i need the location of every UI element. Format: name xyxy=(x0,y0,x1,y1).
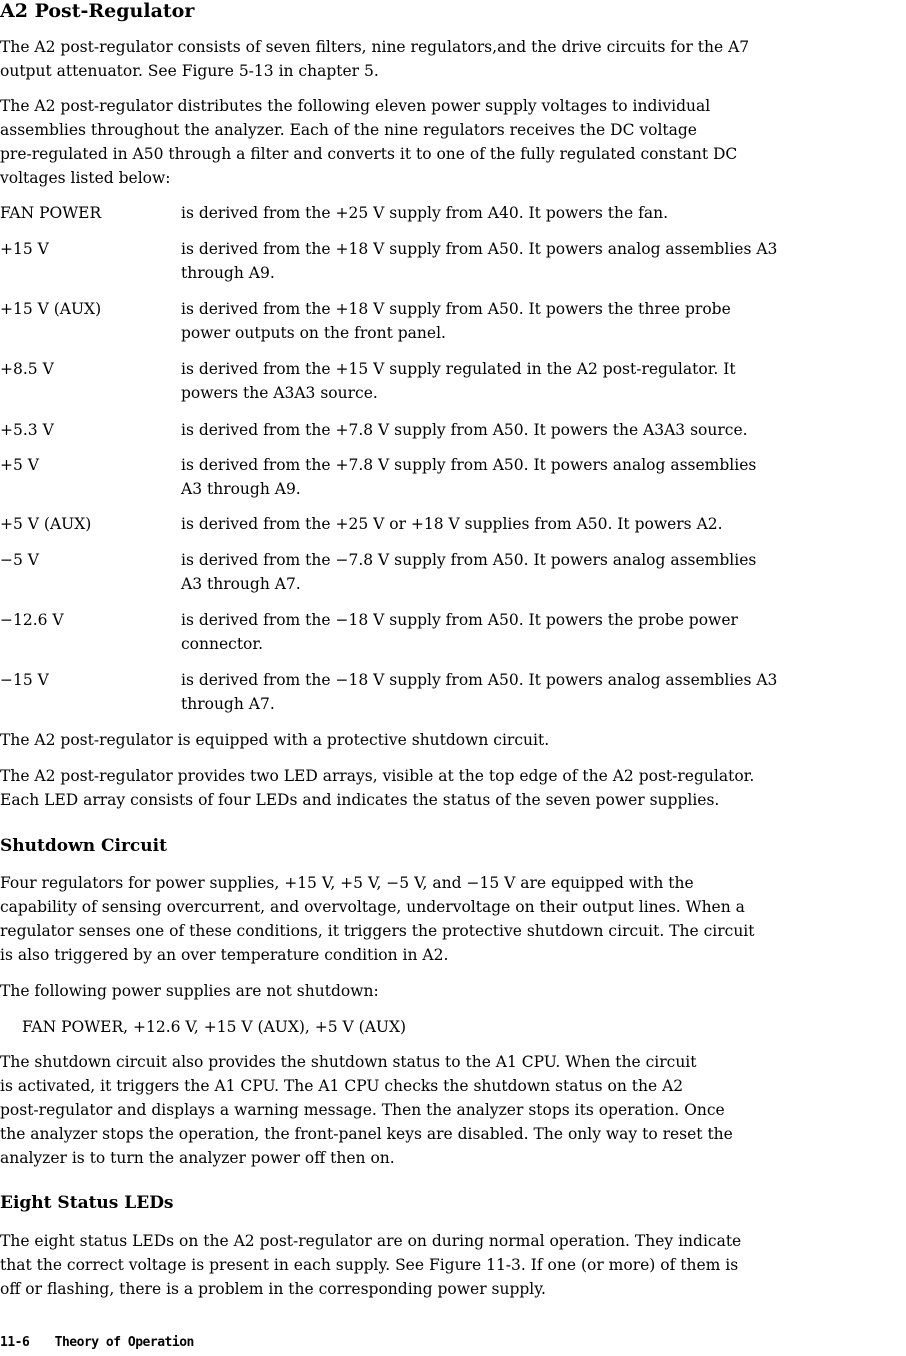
voltage-desc: is derived from the +25 V supply from A40. It powers the fan. xyxy=(181,204,669,222)
voltage-desc: is derived from the +18 V supply from A50. It powers the three probe power outputs on the front panel. xyxy=(181,300,731,342)
voltage-term: −15 V xyxy=(0,671,49,689)
voltage-term: +15 V xyxy=(0,240,49,258)
page-footer xyxy=(0,1335,194,1350)
status-leds-paragraph: The eight status LEDs on the A2 post-regulator are on during normal operation. They indicate that the correct voltage is present in each supply. See Figure 11-3. If one (or more) of them is off or flashing, there is a problem in the corresponding power supply. xyxy=(0,1232,742,1298)
voltage-desc: is derived from the +7.8 V supply from A50. It powers analog assemblies A3 through A9. xyxy=(181,456,757,498)
shutdown-summary-paragraph: The A2 post-regulator is equipped with a protective shutdown circuit. xyxy=(0,731,550,749)
voltage-desc: is derived from the +7.8 V supply from A50. It powers the A3A3 source. xyxy=(181,421,748,439)
led-arrays-paragraph: The A2 post-regulator provides two LED arrays, visible at the top edge of the A2 post-regulator. Each LED array consists of four LEDs and indicates the status of the seven power supplies. xyxy=(0,767,755,809)
voltage-desc: is derived from the −18 V supply from A50. It powers analog assemblies A3 through A7. xyxy=(181,671,778,713)
voltage-desc: is derived from the +15 V supply regulated in the A2 post-regulator. It powers the A3A3 source. xyxy=(181,360,736,402)
voltage-desc: is derived from the −18 V supply from A50. It powers the probe power connector. xyxy=(181,611,738,653)
shutdown-paragraph-3: The shutdown circuit also provides the shutdown status to the A1 CPU. When the circuit is activated, it triggers the A1 CPU. The A1 CPU checks the shutdown status on the A2 post-regulator and displays a warning message. Then the analyzer stops its operation. Once the analyzer stops the operation, the front-panel keys are disabled. The only way to reset the analyzer is to turn the analyzer power off then on. xyxy=(0,1053,733,1167)
voltage-desc: is derived from the −7.8 V supply from A50. It powers analog assemblies A3 through A7. xyxy=(181,551,757,593)
intro-paragraph-1: The A2 post-regulator consists of seven filters, nine regulators,and the drive circuits for the A7 output attenuator. See Figure 5-13 in chapter 5. xyxy=(0,38,750,80)
voltage-term: +5 V (AUX) xyxy=(0,515,92,533)
voltage-term: +15 V (AUX) xyxy=(0,300,102,318)
page-number: 11-6 xyxy=(0,1335,30,1350)
voltage-term: FAN POWER xyxy=(0,204,102,222)
voltage-term: −12.6 V xyxy=(0,611,64,629)
shutdown-circuit-heading: Shutdown Circuit xyxy=(0,836,167,856)
not-shutdown-supplies-list: FAN POWER, +12.6 V, +15 V (AUX), +5 V (AUX) xyxy=(22,1018,407,1036)
page-title: A2 Post-Regulator xyxy=(0,0,195,22)
voltage-desc: is derived from the +18 V supply from A50. It powers analog assemblies A3 through A9. xyxy=(181,240,778,282)
status-leds-heading: Eight Status LEDs xyxy=(0,1193,174,1213)
intro-paragraph-2: The A2 post-regulator distributes the following eleven power supply voltages to individual assemblies throughout the analyzer. Each of the nine regulators receives the DC voltage pre-regulated in A50 through a filter and converts it to one of the fully regulated constant DC voltages listed below: xyxy=(0,97,738,187)
voltage-term: +5 V xyxy=(0,456,39,474)
voltage-term: −5 V xyxy=(0,551,39,569)
voltage-desc: is derived from the +25 V or +18 V supplies from A50. It powers A2. xyxy=(181,515,723,533)
section-name: Theory of Operation xyxy=(54,1335,194,1350)
shutdown-paragraph-1: Four regulators for power supplies, +15 V, +5 V, −5 V, and −15 V are equipped with the capability of sensing overcurrent, and overvoltage, undervoltage on their output lines. When a regulator senses one of these conditions, it triggers the protective shutdown circuit. The circuit is also triggered by an over temperature condition in A2. xyxy=(0,874,755,964)
voltage-term: +5.3 V xyxy=(0,421,54,439)
shutdown-paragraph-2: The following power supplies are not shutdown: xyxy=(0,982,379,1000)
voltage-term: +8.5 V xyxy=(0,360,54,378)
